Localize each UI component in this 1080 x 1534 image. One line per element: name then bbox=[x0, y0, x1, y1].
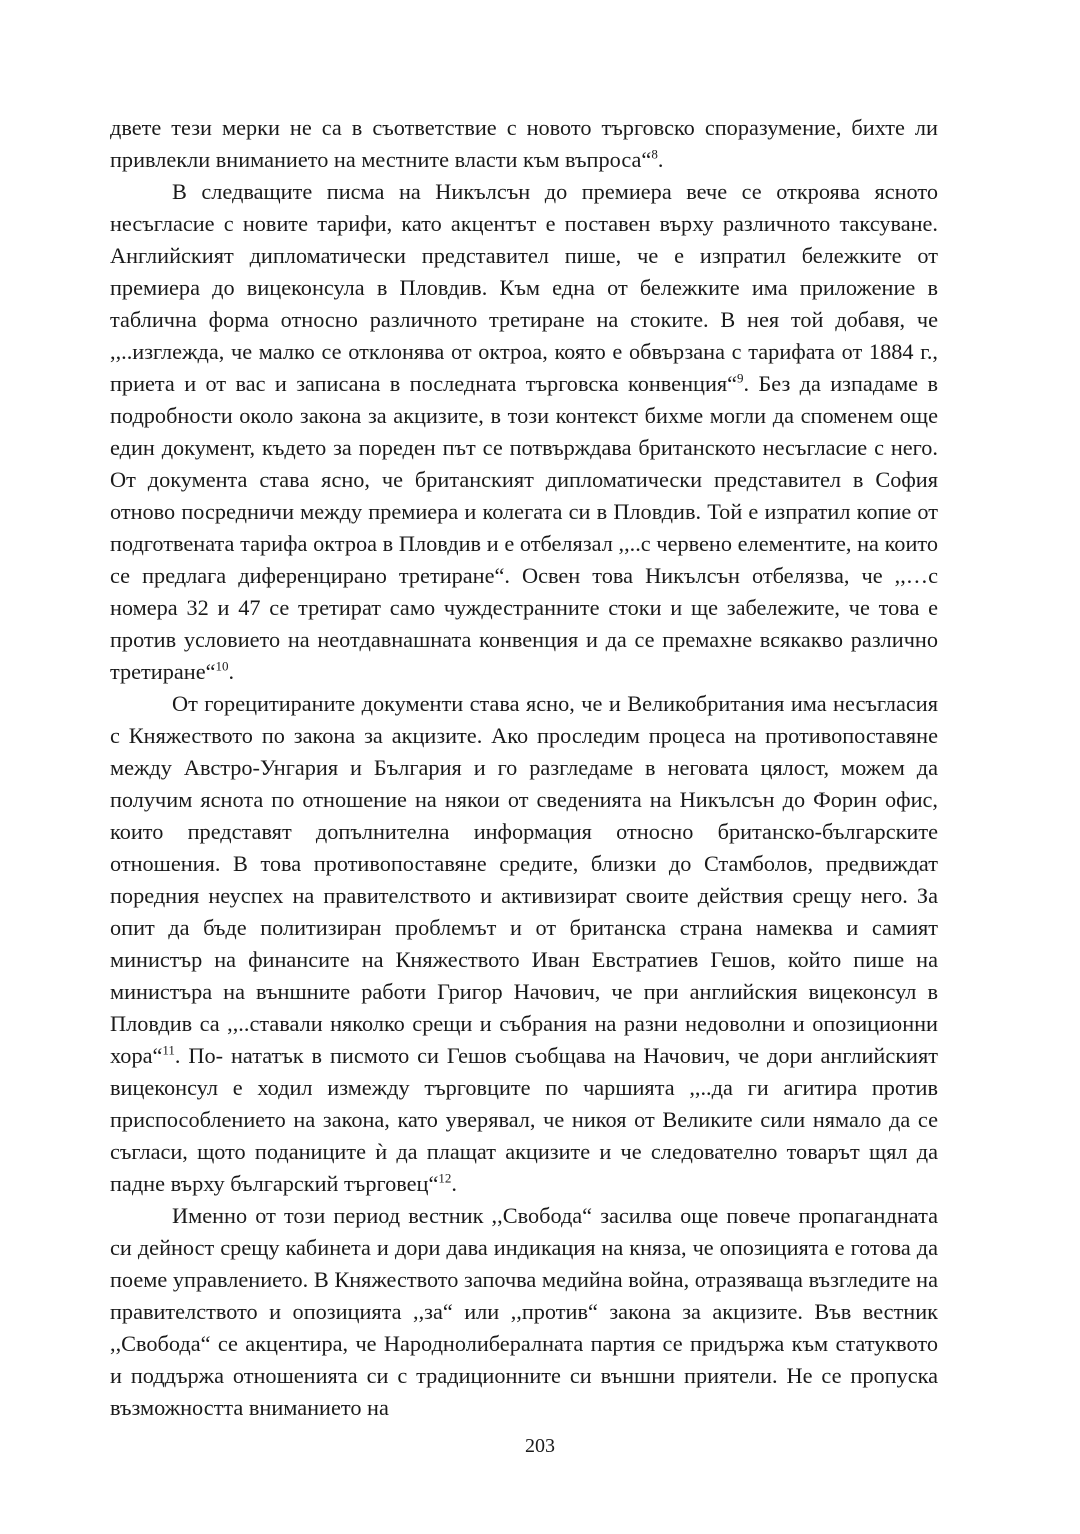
paragraph-2-text-c: . bbox=[228, 659, 235, 684]
paragraph-2 bbox=[110, 176, 938, 688]
paragraph-2-text-b: . Без да изпадаме в подробности около закона за акцизите, в този контекст бихме могли да споменем още един документ, където за пореден път се потвърждава британското несъгласие с него. От документа става ясно, че британският дипломатически представител в София отново посредничи между премиера и колегата си в Пловдив. Той е изпратил копие от подготвената тарифа октроа в Пловдив и е отбелязал ,,..с червено елементите, на които се предлага диференцирано третиране“. Освен това Никълсън отбелязва, че ,,…с номера 32 и 47 се третират само чуждестранните стоки и ще забележите, че това е против условието на неотдавнашната конвенция и да се премахне всякакво различно третиране“ bbox=[110, 371, 938, 684]
footnote-ref-8: 8 bbox=[651, 146, 658, 162]
footnote-ref-11: 11 bbox=[162, 1042, 175, 1058]
paragraph-3-text-a: От горецитираните документи става ясно, че и Великобритания има несъгласия с Княжеството по закона за акцизите. Ако проследим процеса на противопоставяне между Австро-Унгария и България и го разгледаме в неговата цялост, можем да получим яснота по отношение на някои от сведенията на Никълсън до Форин офис, които представят допълнителна информация относно британско-българските отношения. В това противопоставяне средите, близки до Стамболов, предвиждат поредния неуспех на правителството и активизират своите действия срещу него. За опит да бъде политизиран проблемът и от британска страна намеква и самият министър на финансите на Княжеството Иван Евстратиев Гешов, който пише на министъра на външните работи Григор Начович, че при английския вицеконсул в Пловдив са ,,..ставали няколко срещи и събрания на разни недоволни и опозиционни хора“ bbox=[110, 691, 938, 1068]
paragraph-3-text-b: . По- нататък в писмото си Гешов съобщава на Начович, че дори английският вицеконсул е ходил измежду търговците по чаршията ,,..да ги агитира против приспособлението на закона, като уверявал, че никоя от Великите сили нямало да се съгласи, щото поданиците ѝ да плащат акцизите и че следователно товарът щял да падне върху българский търговец“ bbox=[110, 1043, 938, 1196]
page-number: 203 bbox=[525, 1435, 555, 1457]
footnote-ref-12: 12 bbox=[438, 1170, 452, 1186]
paragraph-3-text-c: . bbox=[451, 1171, 457, 1196]
footnote-ref-10: 10 bbox=[215, 658, 229, 674]
footnote-ref-9: 9 bbox=[737, 370, 744, 386]
paragraph-3 bbox=[110, 688, 938, 1200]
paragraph-1-text-b: . bbox=[657, 147, 664, 172]
document-page bbox=[110, 112, 938, 1424]
paragraph-4-text: Именно от този период вестник ,,Свобода“ засилва още повече пропагандната си дейност срещу кабинета и дори дава индикация на княза, че опозицията е готова да поеме управлението. В Княжеството започва медийна война, отразяваща възгледите на правителството и опозицията ,,за“ или ,,против“ закона за акцизите. Във вестник ,,Свобода“ се акцентира, че Народнолибералната партия се придържа към статуквото и поддържа отношенията си с традиционните си външни приятели. Не се пропуска възможността вниманието на bbox=[110, 1203, 938, 1420]
paragraph-1-text-a: двете тези мерки не са в съответствие с новото търговско споразумение, бихте ли привлекли вниманието на местните власти към въпроса“ bbox=[110, 115, 938, 172]
paragraph-1 bbox=[110, 112, 938, 176]
paragraph-2-text-a: В следващите писма на Никълсън до премиера вече се откроява ясното несъгласие с новите тарифи, като акцентът е поставен върху различното таксуване. Английският дипломатически представител пише, че е изпратил бележките от премиера до вицеконсула в Пловдив. Към една от бележките има приложение в таблична форма относно различното третиране на стоките. В нея той добавя, че ,,..изглежда, че малко се отклонява от октроа, която е обвързана с тарифата от 1884 г., приета и от вас и записана в последната търговска конвенция“ bbox=[110, 179, 938, 396]
paragraph-4 bbox=[110, 1200, 938, 1424]
